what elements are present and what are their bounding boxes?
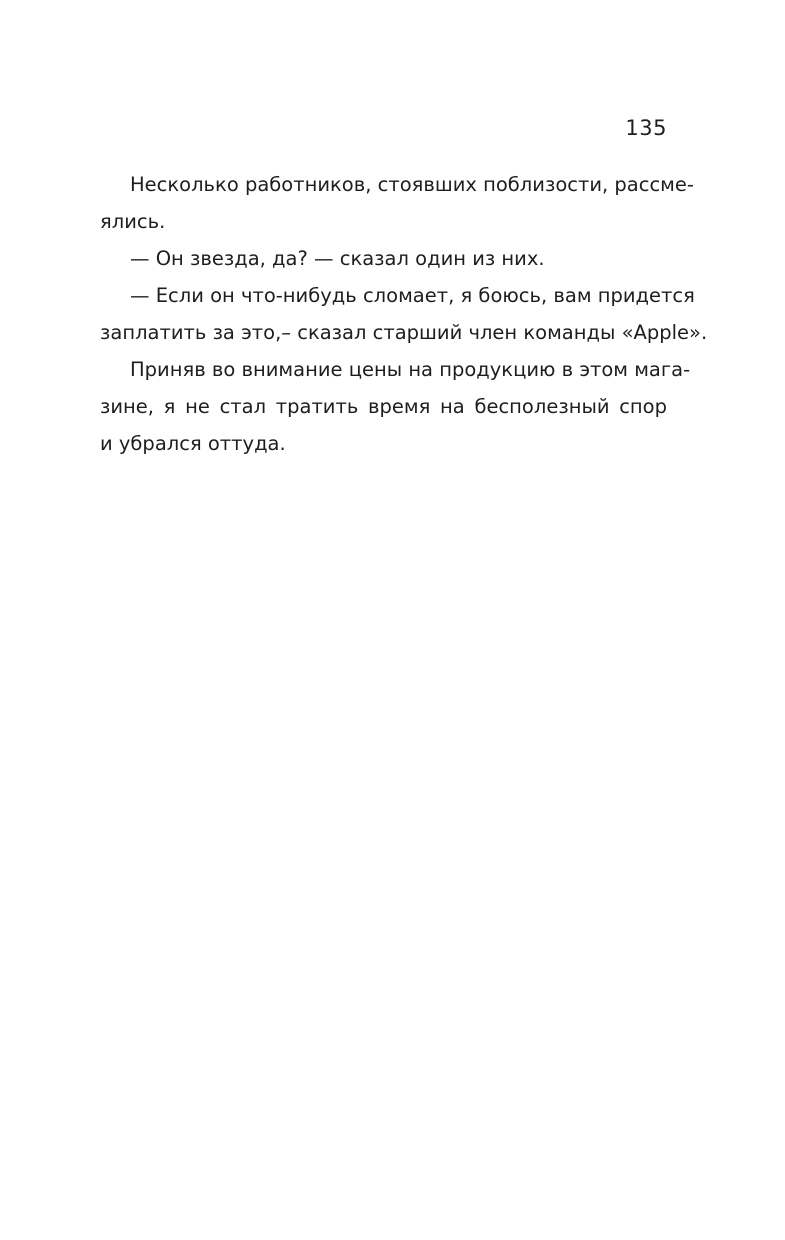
text-line: ялись.	[100, 210, 166, 233]
text-line: Несколько работников, стоявших поблизости, рассме-	[130, 173, 694, 196]
body-text	[100, 166, 708, 462]
text-line: зине, я не стал тратить время на бесполезный спор	[100, 395, 667, 418]
text-line: и убрался оттуда.	[100, 432, 286, 455]
text-line: заплатить за это,– сказал старший член команды «Apple».	[100, 321, 708, 344]
text-line: Приняв во внимание цены на продукцию в этом мага-	[130, 358, 691, 381]
text-line: — Если он что-нибудь сломает, я боюсь, вам придется	[130, 284, 695, 307]
text-line: — Он звезда, да? — сказал один из них.	[130, 247, 545, 270]
page-number: 135	[625, 116, 667, 140]
